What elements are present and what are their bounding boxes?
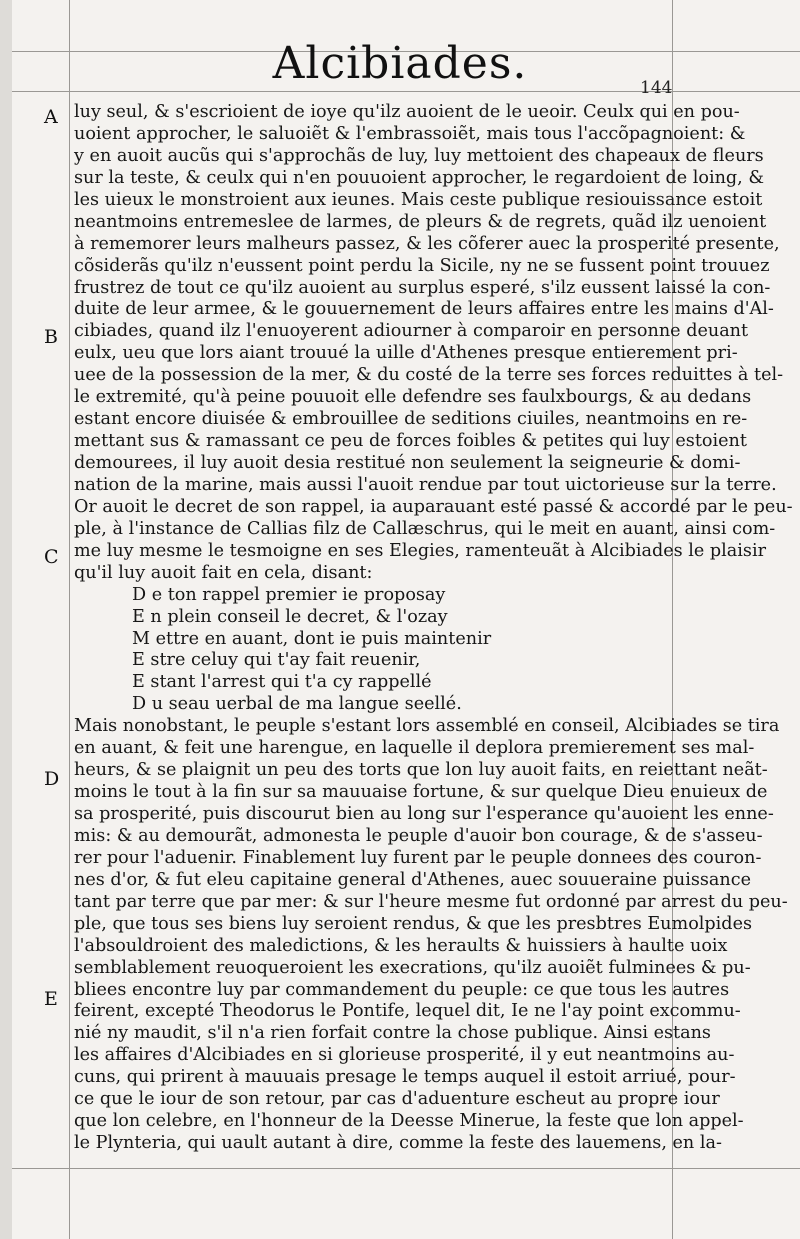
text-line: le extremité, qu'à peine pouuoit elle defendre ses faulxbourgs, & au dedans <box>74 387 752 408</box>
text-line: uee de la possession de la mer, & du costé de la terre ses forces reduittes à tel- <box>74 365 784 386</box>
verse-line: D e ton rappel premier ie proposay <box>132 584 446 605</box>
text-line: cibiades, quand ilz l'enuoyerent adiourner à comparoir en personne deuant <box>74 321 749 342</box>
text-line: feirent, excepté Theodorus le Pontife, lequel dit, Ie ne l'ay point excommu- <box>74 1001 741 1022</box>
text-line: me luy mesme le tesmoigne en ses Elegies, ramenteuãt à Alcibiades le plaisir <box>74 540 766 561</box>
scan-edge <box>0 0 12 1239</box>
text-line: rer pour l'aduenir. Finablement luy furent par le peuple donnees des couron- <box>74 847 762 868</box>
text-line: cõsiderãs qu'ilz n'eussent point perdu la Sicile, ny ne se fussent point trouuez <box>74 255 770 276</box>
text-line: mettant sus & ramassant ce peu de forces foibles & petites qui luy estoient <box>74 431 747 452</box>
text-line: le Plynteria, qui uault autant à dire, comme la feste des lauemens, en la- <box>74 1133 722 1154</box>
text-line: eulx, ueu que lors aiant trouué la uille d'Athenes presque entierement pri- <box>74 343 738 364</box>
text-line: nes d'or, & fut eleu capitaine general d'Athenes, auec souueraine puissance <box>74 869 752 890</box>
text-line: en auant, & feit une harengue, en laquelle il deplora premierement ses mal- <box>74 738 755 759</box>
text-line: demourees, il luy auoit desia restitué non seulement la seigneurie & domi- <box>74 453 741 473</box>
text-line: cuns, qui prirent à mauuais presage le temps auquel il estoit arriué, pour- <box>74 1067 736 1088</box>
rule-header <box>12 91 800 92</box>
text-line: ce que le iour de son retour, par cas d'aduenture escheut au propre iour <box>74 1089 720 1110</box>
margin-letter-a: A <box>44 106 58 128</box>
text-line: bliees encontre luy par commandement du peuple: ce que tous les autres <box>74 979 730 1000</box>
text-line: Or auoit le decret de son rappel, ia auparauant esté passé & accordé par le peu- <box>74 496 793 517</box>
text-line: semblablement reuoqueroient les execrations, qu'ilz auoiẽt fulminees & pu- <box>74 957 751 978</box>
text-line: frustrez de tout ce qu'ilz auoient au surplus esperé, s'ilz eussent laissé la con- <box>74 277 771 298</box>
margin-letter-d: D <box>44 768 60 790</box>
text-line: estant encore diuisée & embrouillee de seditions ciuiles, neantmoins en re- <box>74 409 748 430</box>
text-line: ple, que tous ses biens luy seroient rendus, & que les presbtres Eumolpides <box>74 913 753 934</box>
body-text <box>74 102 793 1155</box>
verse-line: E stre celuy qui t'ay fait reuenir, <box>132 650 421 671</box>
text-line: sa prosperité, puis discourut bien au long sur l'esperance qu'auoient les enne- <box>74 804 774 824</box>
text-line: moins le tout à la fin sur sa mauuaise fortune, & sur quelque Dieu enuieux de <box>74 782 768 803</box>
text-line: sur la teste, & ceulx qui n'en pouuoient approcher, le regardoient de loing, & <box>74 167 765 188</box>
text-line: qu'il luy auoit fait en cela, disant: <box>74 562 373 583</box>
margin-letter-e: E <box>44 988 58 1010</box>
text-line: neantmoins entremeslee de larmes, de pleurs & de regrets, quãd ilz uenoient <box>74 211 767 232</box>
text-line: les affaires d'Alcibiades en si glorieuse prosperité, il y eut neantmoins au- <box>74 1045 735 1066</box>
text-line: ple, à l'instance de Callias filz de Callæschrus, qui le meit en auant, ainsi com- <box>74 518 776 539</box>
text-line: Mais nonobstant, le peuple s'estant lors assemblé en conseil, Alcibiades se tira <box>74 716 780 737</box>
page-number: 144 <box>640 78 673 98</box>
verse-line: D u seau uerbal de ma langue seellé. <box>132 694 462 715</box>
text-line: duite de leur armee, & le gouuernement de leurs affaires entre les mains d'Al- <box>74 299 774 320</box>
text-line: uoient approcher, le saluoiẽt & l'embrassoiẽt, mais tous l'accõpagnoient: & <box>74 123 746 144</box>
text-line: nié ny maudit, s'il n'a rien forfait contre la chose publique. Ainsi estans <box>74 1023 711 1044</box>
text-line: à rememorer leurs malheurs passez, & les cõferer auec la prosperité presente, <box>74 233 780 254</box>
text-line: y en auoit aucũs qui s'approchãs de luy, luy mettoient des chapeaux de fleurs <box>74 145 764 166</box>
verse-line: E stant l'arrest qui t'a cy rappellé <box>132 672 432 693</box>
text-line: luy seul, & s'escrioient de ioye qu'ilz auoient de le ueoir. Ceulx qui en pou- <box>74 102 740 122</box>
text-line: tant par terre que par mer: & sur l'heure mesme fut ordonné par arrest du peu- <box>74 891 788 912</box>
text-line: que lon celebre, en l'honneur de la Deesse Minerue, la feste que lon appel- <box>74 1111 744 1132</box>
verse-line: E n plein conseil le decret, & l'ozay <box>132 606 448 627</box>
verse-line: M ettre en auant, dont ie puis maintenir <box>132 628 492 649</box>
text-line: heurs, & se plaignit un peu des torts que lon luy auoit faits, en reiettant neãt- <box>74 760 768 781</box>
margin-letter-b: B <box>44 326 58 348</box>
rule-left <box>69 0 70 1239</box>
rule-bottom <box>12 1168 800 1169</box>
text-line: nation de la marine, mais aussi l'auoit rendue par tout uictorieuse sur la terre. <box>74 474 777 495</box>
running-title: Alcibiades. <box>272 38 528 89</box>
text-line: l'absouldroient des maledictions, & les heraults & huissiers à haulte uoix <box>74 935 728 956</box>
text-line: les uieux le monstroient aux ieunes. Mais ceste publique resiouissance estoit <box>74 189 763 210</box>
text-line: mis: & au demourãt, admonesta le peuple d'auoir bon courage, & de s'asseu- <box>74 825 763 846</box>
margin-letter-c: C <box>44 546 59 568</box>
